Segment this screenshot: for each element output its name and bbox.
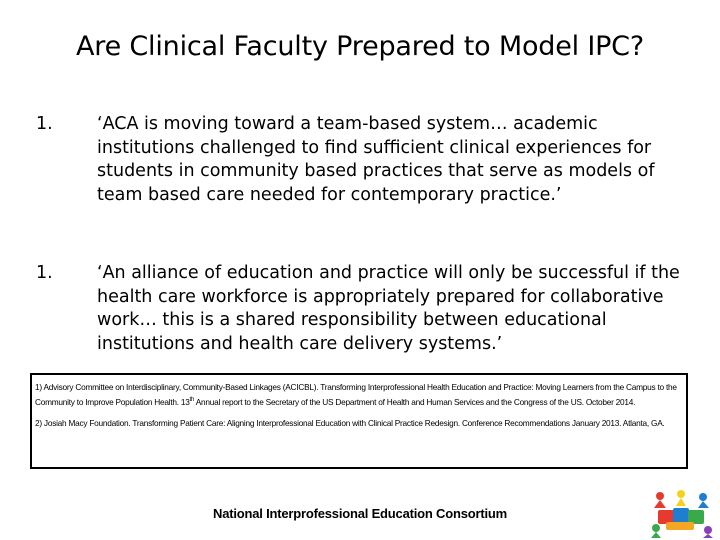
item-number: 1. xyxy=(36,263,53,283)
logo-figure-head xyxy=(656,492,664,500)
logo-figure-head xyxy=(652,524,660,532)
reference-1: 1) Advisory Committee on Interdisciplinary, Community-Based Linkages (ACICBL). Transforming Interprofessional Health Education and Practice: Moving Learners from the Campus to the Community to Improve Population Health. 13th Annual report to the Secretary of the US Department of Health and Human Services and the Congress of the US. October 2014. xyxy=(35,382,677,407)
logo-figure-body xyxy=(654,500,666,508)
slide-title: Are Clinical Faculty Prepared to Model IPC? xyxy=(76,31,644,62)
logo-figure-head xyxy=(677,490,685,498)
reference-2: 2) Josiah Macy Foundation. Transforming Patient Care: Aligning Interprofessional Education with Clinical Practice Redesign. Conference Recommendations January 2013. Atlanta, GA. xyxy=(35,418,665,428)
logo-figure-body xyxy=(676,498,686,506)
item-text: ‘An alliance of education and practice will only be successful if the health care workforce is appropriately prepared for collaborative work… this is a shared responsibility between educational institutions and health care delivery systems.’ xyxy=(97,263,680,354)
people-puzzle-logo-icon xyxy=(648,488,716,538)
item-text: ‘ACA is moving toward a team-based system… academic institutions challenged to find sufficient clinical experiences for students in community based practices that serve as models of team based care needed for contemporary practice.’ xyxy=(97,114,655,205)
logo-figure-head xyxy=(699,493,707,501)
logo-piece xyxy=(666,522,694,530)
logo-piece xyxy=(658,510,674,524)
item-number: 1. xyxy=(36,114,53,134)
logo-figure-body xyxy=(651,532,661,538)
logo-figure-head xyxy=(704,526,712,534)
references-box xyxy=(30,373,688,469)
logo-piece xyxy=(673,508,689,523)
logo-figure-body xyxy=(698,501,709,508)
logo-figure-body xyxy=(703,534,713,538)
footer-organization: National Interprofessional Education Consortium xyxy=(213,506,507,521)
logo-piece xyxy=(688,510,704,524)
